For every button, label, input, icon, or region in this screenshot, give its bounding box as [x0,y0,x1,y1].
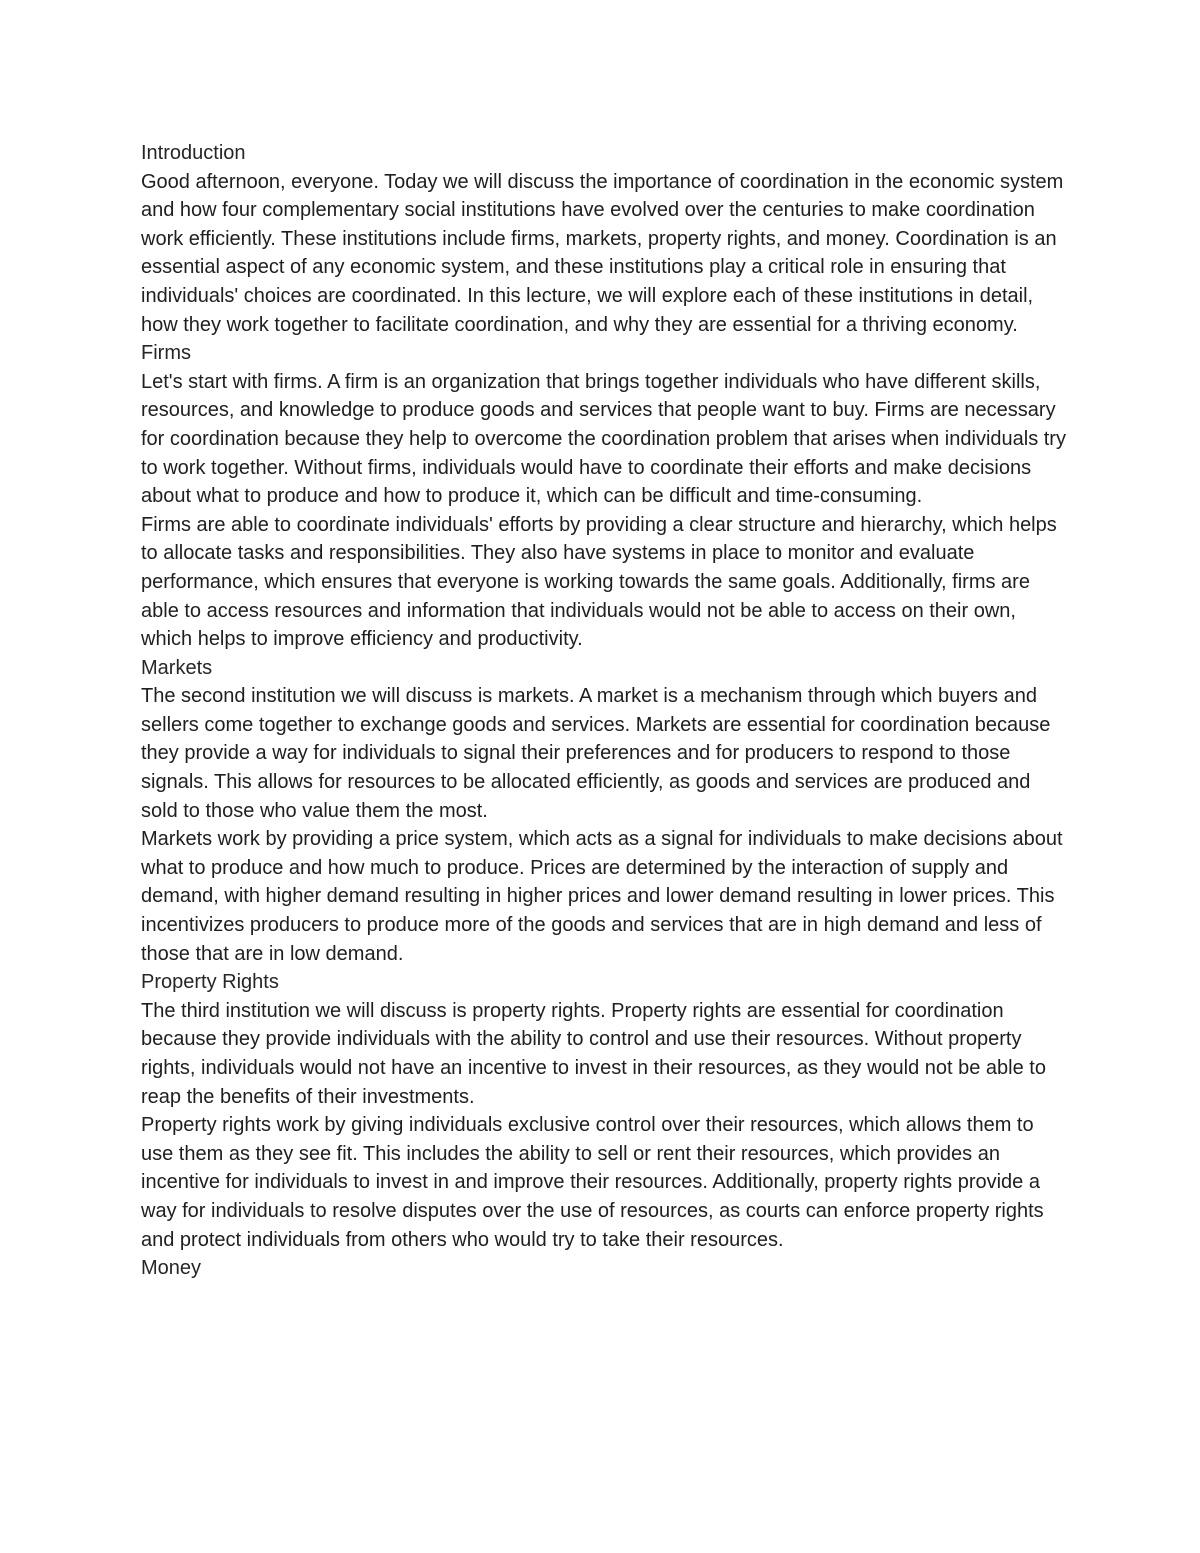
paragraph: Markets work by providing a price system, which acts as a signal for individuals to make decisions about what to produce and how much to produce. Prices are determined by the interaction of supply and demand, with higher demand resulting in higher prices and lower demand resulting in lower prices. This incentivizes producers to produce more of the goods and services that are in high demand and less of those that are in low demand. [141,828,1063,965]
section-heading-markets: Markets [141,656,213,679]
section-heading-money: Money [141,1257,202,1280]
section-heading-firms: Firms [141,342,191,365]
section-heading-property-rights: Property Rights [141,971,279,994]
paragraph: Property rights work by giving individuals exclusive control over their resources, which allows them to use them as they see fit. This includes the ability to sell or rent their resources, which provides an incentive for individuals to invest in and improve their resources. Additionally, property rights provide a way for individuals to resolve disputes over the use of resources, as courts can enforce property rights and protect individuals from others who would try to take their resources. [141,1114,1044,1251]
paragraph: Good afternoon, everyone. Today we will discuss the importance of coordination in the economic system and how four complementary social institutions have evolved over the centuries to make coordination work efficiently. These institutions include firms, markets, property rights, and money. Coordination is an essential aspect of any economic system, and these institutions play a critical role in ensuring that individuals' choices are coordinated. In this lecture, we will explore each of these institutions in detail, how they work together to facilitate coordination, and why they are essential for a thriving economy. [141,170,1064,336]
paragraph: The second institution we will discuss is markets. A market is a mechanism through which buyers and sellers come together to exchange goods and services. Markets are essential for coordination because they provide a way for individuals to signal their preferences and for producers to respond to those signals. This allows for resources to be allocated efficiently, as goods and services are produced and sold to those who value them the most. [141,685,1051,822]
paragraph: Let's start with firms. A firm is an organization that brings together individuals who have different skills, resources, and knowledge to produce goods and services that people want to buy. Firms are necessary for coordination because they help to overcome the coordination problem that arises when individuals try to work together. Without firms, individuals would have to coordinate their efforts and make decisions about what to produce and how to produce it, which can be difficult and time-consuming. [141,370,1066,508]
paragraph: The third institution we will discuss is property rights. Property rights are essential for coordination because they provide individuals with the ability to control and use their resources. Without property rights, individuals would not have an incentive to invest in their resources, as they would not be able to reap the benefits of their investments. [141,999,1046,1108]
paragraph: Firms are able to coordinate individuals' efforts by providing a clear structure and hierarchy, which helps to allocate tasks and responsibilities. They also have systems in place to monitor and evaluate performance, which ensures that everyone is working towards the same goals. Additionally, firms are able to access resources and information that individuals would not be able to access on their own, which helps to improve efficiency and productivity. [141,513,1057,651]
document-page [141,139,1066,1283]
section-heading-introduction: Introduction [141,142,246,164]
